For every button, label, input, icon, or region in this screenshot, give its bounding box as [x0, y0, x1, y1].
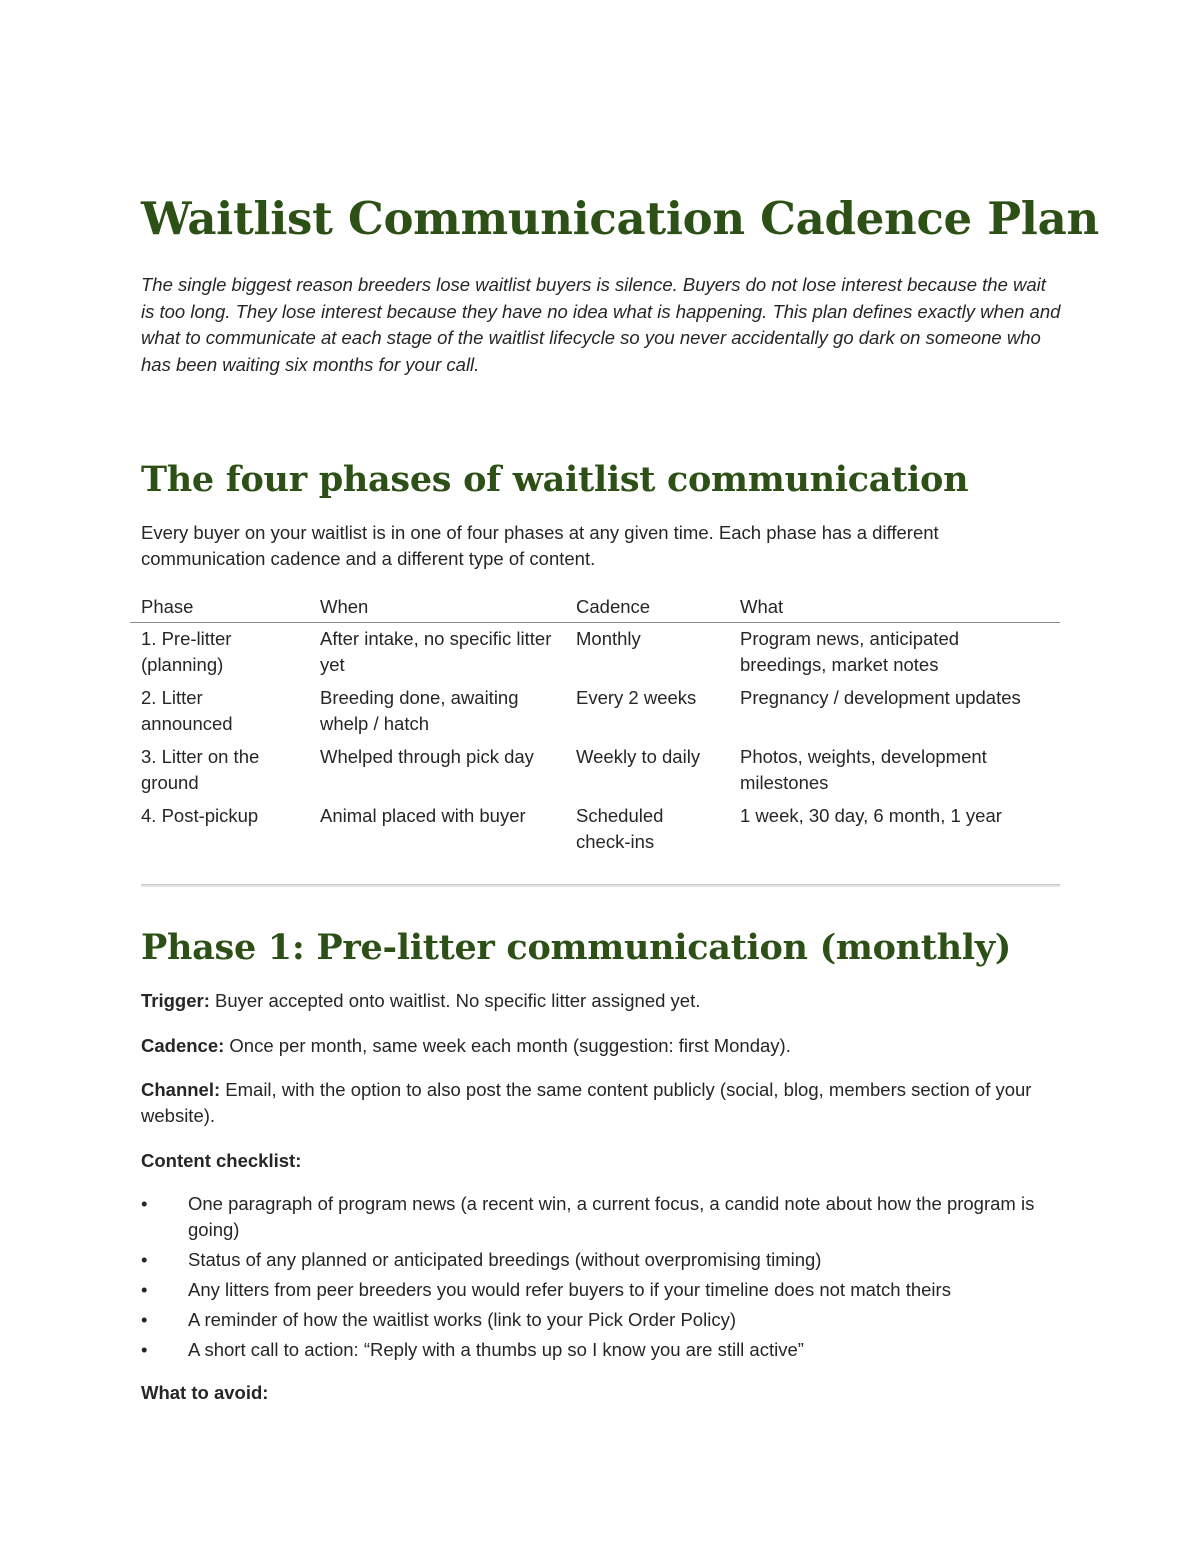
- column-header-cadence: Cadence: [565, 594, 729, 623]
- phase1-heading: Phase 1: Pre-litter communication (monthly): [141, 927, 1012, 968]
- phases-table: [130, 594, 1060, 859]
- phases-heading: The four phases of waitlist communication: [141, 459, 969, 500]
- list-item-text: Status of any planned or anticipated breedings (without overpromising timing): [188, 1249, 822, 1270]
- table-header-row: [130, 594, 1060, 623]
- list-item: [141, 1247, 1061, 1273]
- bullet-glyph: •: [141, 1279, 148, 1300]
- table-cell-cadence: Scheduled check-ins: [576, 805, 664, 852]
- bullet-glyph: •: [141, 1193, 148, 1214]
- table-cell-cadence: Monthly: [576, 628, 641, 649]
- trigger-text: Buyer accepted onto waitlist. No specific litter assigned yet.: [209, 990, 701, 1011]
- table-cell-what: 1 week, 30 day, 6 month, 1 year: [740, 805, 1002, 826]
- content-checklist-label: Content checklist:: [141, 1150, 302, 1171]
- list-item-text: A reminder of how the waitlist works (link to your Pick Order Policy): [188, 1309, 736, 1330]
- list-item: [141, 1277, 1061, 1303]
- channel-text: Email, with the option to also post the same content publicly (social, blog, members section of your website).: [141, 1079, 1032, 1126]
- list-item: [141, 1191, 1061, 1243]
- list-item-text: One paragraph of program news (a recent win, a current focus, a candid note about how the program is going): [188, 1193, 1035, 1240]
- list-item-text: A short call to action: “Reply with a thumbs up so I know you are still active”: [188, 1339, 804, 1360]
- table-cell-when: Whelped through pick day: [320, 746, 534, 767]
- table-row: [130, 800, 1060, 859]
- table-cell-what: Pregnancy / development updates: [740, 687, 1021, 708]
- phases-intro-paragraph: Every buyer on your waitlist is in one of four phases at any given time. Each phase has a different communication cadence and a different type of content.: [141, 522, 939, 569]
- table-cell-when: Animal placed with buyer: [320, 805, 526, 826]
- list-item: [141, 1307, 1061, 1333]
- list-item: [141, 1337, 1061, 1363]
- table-cell-cadence: Weekly to daily: [576, 746, 701, 767]
- column-header-what: What: [729, 594, 1060, 623]
- cadence-label: Cadence:: [141, 1035, 225, 1056]
- column-header-phase: Phase: [130, 594, 309, 623]
- page-title: Waitlist Communication Cadence Plan: [141, 192, 1099, 245]
- cadence-text: Once per month, same week each month (suggestion: first Monday).: [224, 1035, 791, 1056]
- table-cell-phase: 1. Pre-litter (planning): [141, 628, 232, 675]
- list-item-text: Any litters from peer breeders you would refer buyers to if your timeline does not match theirs: [188, 1279, 951, 1300]
- column-header-when: When: [309, 594, 565, 623]
- table-row: [130, 741, 1060, 800]
- bullet-glyph: •: [141, 1339, 148, 1360]
- table-cell-when: Breeding done, awaiting whelp / hatch: [320, 687, 519, 734]
- trigger-paragraph: [141, 988, 1061, 1014]
- table-cell-phase: 3. Litter on the ground: [141, 746, 260, 793]
- cadence-paragraph: [141, 1033, 1061, 1059]
- content-checklist: [141, 1191, 1061, 1367]
- section-divider: [141, 884, 1060, 887]
- what-to-avoid-label: What to avoid:: [141, 1382, 269, 1403]
- table-cell-when: After intake, no specific litter yet: [320, 628, 552, 675]
- table-cell-what: Program news, anticipated breedings, market notes: [740, 628, 960, 675]
- table-cell-phase: 2. Litter announced: [141, 687, 233, 734]
- trigger-label: Trigger:: [141, 990, 210, 1011]
- bullet-glyph: •: [141, 1249, 148, 1270]
- table-cell-what: Photos, weights, development milestones: [740, 746, 987, 793]
- bullet-glyph: •: [141, 1309, 148, 1330]
- table-row: [130, 682, 1060, 741]
- channel-label: Channel:: [141, 1079, 221, 1100]
- table-cell-cadence: Every 2 weeks: [576, 687, 697, 708]
- table-cell-phase: 4. Post-pickup: [141, 805, 259, 826]
- intro-paragraph: The single biggest reason breeders lose waitlist buyers is silence. Buyers do not lose interest because the wait is too long. They lose interest because they have no idea what is happening. This plan defines exactly when and what to communicate at each stage of the waitlist lifecycle so you never accidentally go dark on someone who has been waiting six months for your call.: [141, 274, 1061, 375]
- channel-paragraph: [141, 1077, 1061, 1129]
- table-row: [130, 623, 1060, 683]
